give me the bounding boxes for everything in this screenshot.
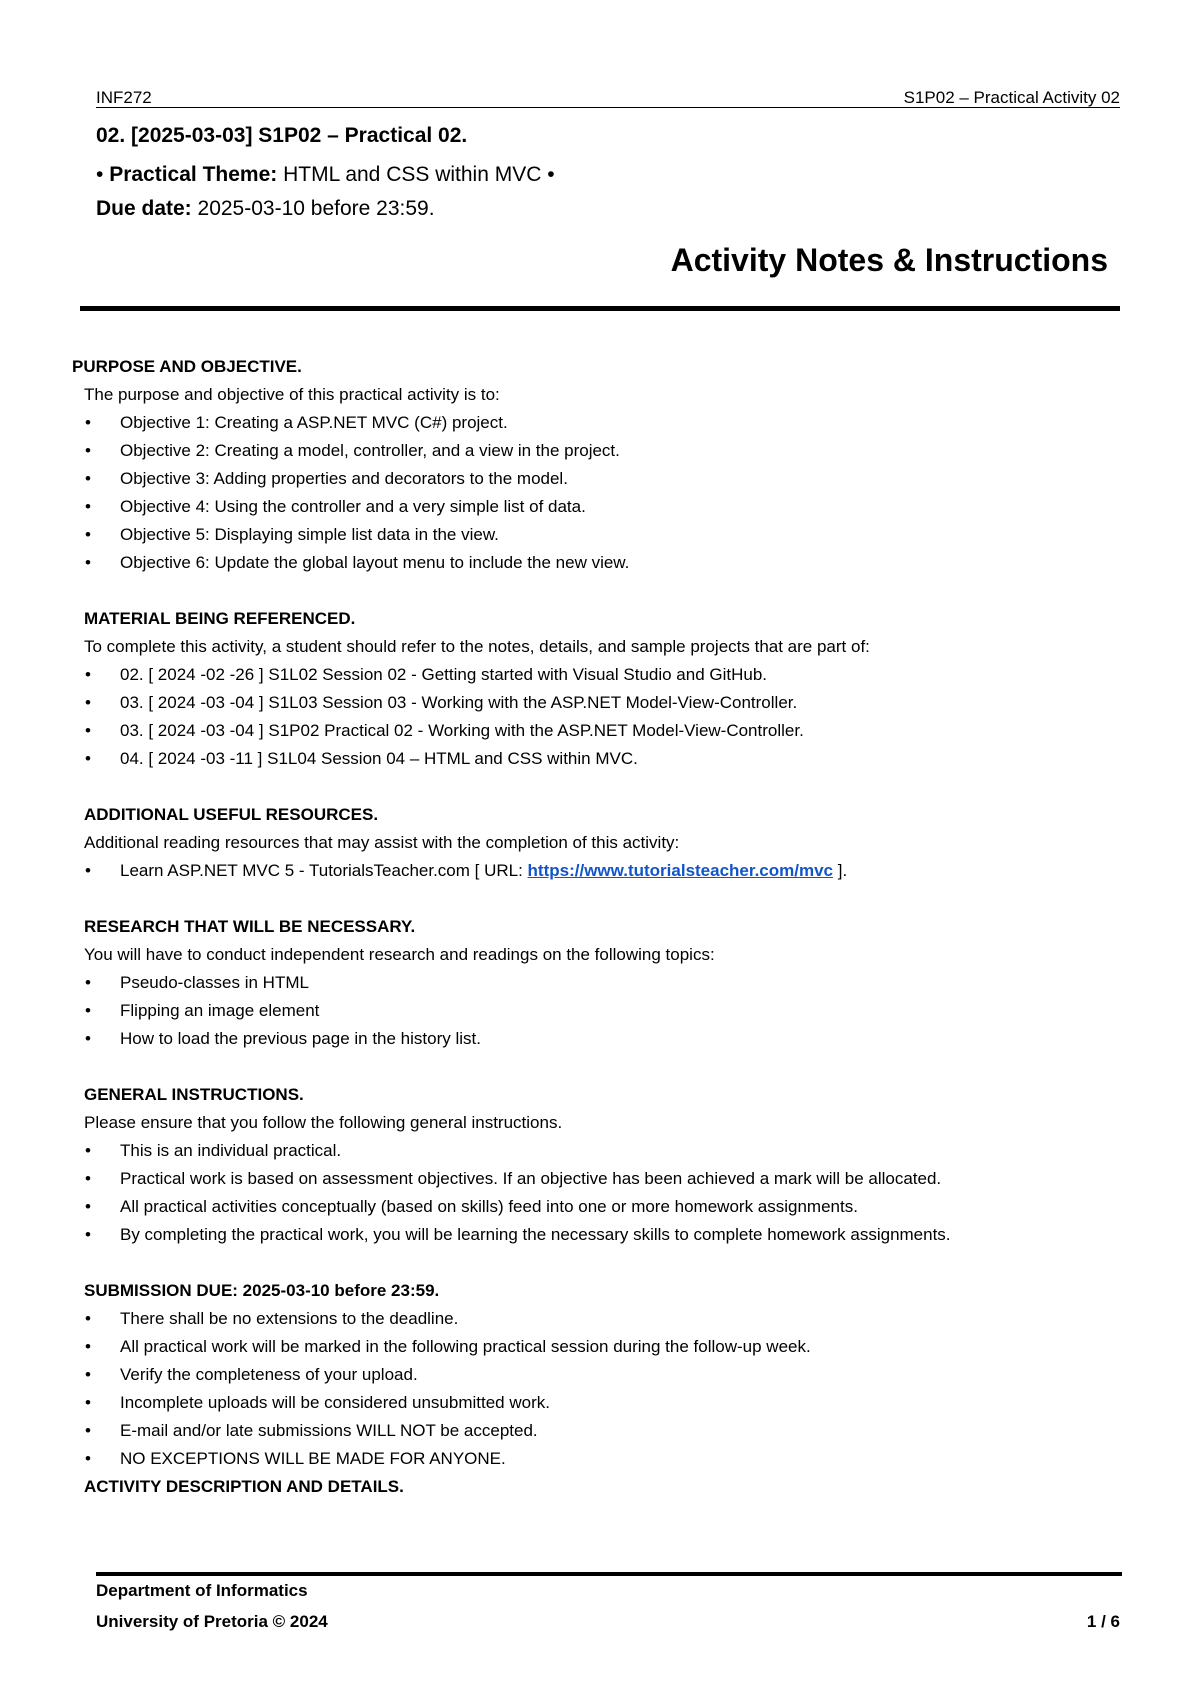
list-item: • All practical activities conceptually (based on skills) feed into one or more homework assignments.: [72, 1193, 1132, 1221]
section-heading: ADDITIONAL USEFUL RESOURCES.: [84, 805, 379, 824]
list-item: • NO EXCEPTIONS WILL BE MADE FOR ANYONE.: [72, 1445, 1132, 1473]
theme-label: Practical Theme:: [109, 163, 278, 186]
material-list: [72, 661, 1132, 773]
section-heading: RESEARCH THAT WILL BE NECESSARY.: [84, 917, 416, 936]
document-title: 02. [2025-03-03] S1P02 – Practical 02.: [96, 124, 468, 147]
objectives-list: [72, 409, 1132, 577]
resources-section: [72, 801, 1132, 885]
list-item: • Practical work is based on assessment objectives. If an objective has been achieved a mark will be allocated.: [72, 1165, 1132, 1193]
section-intro: The purpose and objective of this practical activity is to:: [84, 385, 500, 404]
section-heading: MATERIAL BEING REFERENCED.: [84, 609, 356, 628]
section-intro: Please ensure that you follow the following general instructions.: [84, 1113, 563, 1132]
list-item: • This is an individual practical.: [72, 1137, 1132, 1165]
section-heading: SUBMISSION DUE: 2025-03-10 before 23:59.: [84, 1281, 440, 1300]
theme-prefix: •: [96, 163, 110, 186]
general-section: [72, 1081, 1132, 1249]
section-intro: You will have to conduct independent research and readings on the following topics:: [84, 945, 715, 964]
resource-text: Learn ASP.NET MVC 5 - TutorialsTeacher.com [ URL:: [120, 861, 528, 880]
resources-list: [72, 857, 1132, 885]
list-item: • 03. [ 2024 -03 -04 ] S1L03 Session 03 - Working with the ASP.NET Model-View-Controller.: [72, 689, 1132, 717]
list-item: • 02. [ 2024 -02 -26 ] S1L02 Session 02 - Getting started with Visual Studio and GitHub.: [72, 661, 1132, 689]
practical-theme: [96, 163, 555, 187]
list-item: • Objective 6: Update the global layout menu to include the new view.: [72, 549, 1132, 577]
document-body: [72, 353, 1132, 1501]
list-item: • Objective 4: Using the controller and a very simple list of data.: [72, 493, 1132, 521]
list-item: • There shall be no extensions to the deadline.: [72, 1305, 1132, 1333]
list-item: • Objective 5: Displaying simple list data in the view.: [72, 521, 1132, 549]
list-item: • By completing the practical work, you will be learning the necessary skills to complete homework assignments.: [72, 1221, 1132, 1249]
due-label: Due date:: [96, 197, 192, 220]
section-heading: PURPOSE AND OBJECTIVE.: [72, 357, 302, 376]
list-item: • Flipping an image element: [72, 997, 1132, 1025]
list-item: • Objective 1: Creating a ASP.NET MVC (C#) project.: [72, 409, 1132, 437]
due-value: 2025-03-10 before 23:59.: [191, 197, 435, 220]
theme-value: HTML and CSS within MVC •: [277, 163, 555, 186]
header-divider: [96, 107, 1120, 108]
general-list: [72, 1137, 1132, 1249]
research-list: [72, 969, 1132, 1053]
header-course: INF272: [96, 88, 152, 107]
activity-heading: ACTIVITY DESCRIPTION AND DETAILS.: [84, 1477, 404, 1496]
material-section: [72, 605, 1132, 773]
resource-suffix: ].: [833, 861, 848, 880]
due-date: [96, 197, 435, 221]
footer-divider: [96, 1572, 1122, 1576]
section-intro: Additional reading resources that may assist with the completion of this activity:: [84, 833, 680, 852]
footer-department: Department of Informatics: [96, 1581, 308, 1600]
section-intro: To complete this activity, a student should refer to the notes, details, and sample projects that are part of:: [84, 637, 870, 656]
list-item: • Incomplete uploads will be considered unsubmitted work.: [72, 1389, 1132, 1417]
list-item: • All practical work will be marked in the following practical session during the follow-up week.: [72, 1333, 1132, 1361]
footer-university: University of Pretoria © 2024: [96, 1612, 328, 1631]
page-title: Activity Notes & Instructions: [670, 242, 1108, 278]
research-section: [72, 913, 1132, 1053]
list-item: • 03. [ 2024 -03 -04 ] S1P02 Practical 02 - Working with the ASP.NET Model-View-Controller.: [72, 717, 1132, 745]
list-item: • Objective 2: Creating a model, controller, and a view in the project.: [72, 437, 1132, 465]
title-divider: [80, 306, 1120, 311]
purpose-section: [72, 353, 1132, 577]
submission-list: [72, 1305, 1132, 1473]
list-item: • E-mail and/or late submissions WILL NOT be accepted.: [72, 1417, 1132, 1445]
header-activity: S1P02 – Practical Activity 02: [903, 88, 1120, 107]
submission-section: [72, 1277, 1132, 1501]
list-item: • 04. [ 2024 -03 -11 ] S1L04 Session 04 – HTML and CSS within MVC.: [72, 745, 1132, 773]
list-item: [72, 857, 1132, 885]
page-number: 1 / 6: [1086, 1612, 1120, 1631]
list-item: • Verify the completeness of your upload.: [72, 1361, 1132, 1389]
list-item: • How to load the previous page in the history list.: [72, 1025, 1132, 1053]
list-item: • Objective 3: Adding properties and decorators to the model.: [72, 465, 1132, 493]
list-item: • Pseudo-classes in HTML: [72, 969, 1132, 997]
tutorialsteacher-link[interactable]: https://www.tutorialsteacher.com/mvc: [527, 861, 833, 880]
section-heading: GENERAL INSTRUCTIONS.: [84, 1085, 304, 1104]
